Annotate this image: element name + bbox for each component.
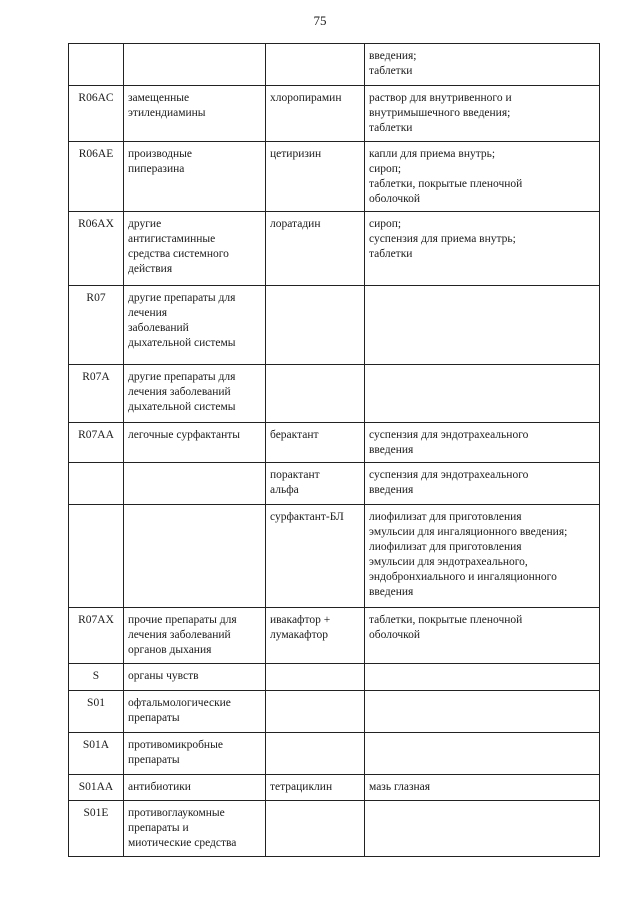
dosage-form: суспензия для эндотрахеального введения [365,463,600,505]
group-name: легочные сурфактанты [124,423,266,463]
drug-name [266,286,365,365]
drug-name [266,691,365,733]
drug-table [68,43,600,857]
table-row [69,463,600,505]
atc-code: S [69,664,124,691]
group-name: антибиотики [124,775,266,801]
group-name: другие препараты для лечения заболеваний дыхательной системы [124,286,266,365]
table-row [69,775,600,801]
drug-name [266,365,365,423]
drug-name: цетиризин [266,142,365,212]
drug-name [266,733,365,775]
group-name: противомикробные препараты [124,733,266,775]
dosage-form: сироп; суспензия для приема внутрь; таблетки [365,212,600,286]
dosage-form [365,664,600,691]
table-row [69,365,600,423]
table-row [69,44,600,86]
group-name: органы чувств [124,664,266,691]
table-row [69,733,600,775]
atc-code: R07AA [69,423,124,463]
dosage-form: раствор для внутривенного и внутримышечного введения; таблетки [365,86,600,142]
table-row [69,86,600,142]
drug-name: сурфактант-БЛ [266,505,365,608]
table-row [69,664,600,691]
dosage-form: капли для приема внутрь; сироп; таблетки, покрытые пленочной оболочкой [365,142,600,212]
dosage-form: введения; таблетки [365,44,600,86]
group-name: офтальмологические препараты [124,691,266,733]
table-row [69,691,600,733]
drug-name: порактант альфа [266,463,365,505]
group-name [124,505,266,608]
table-row [69,212,600,286]
group-name: другие препараты для лечения заболеваний дыхательной системы [124,365,266,423]
table-row [69,423,600,463]
group-name: замещенные этилендиамины [124,86,266,142]
dosage-form: таблетки, покрытые пленочной оболочкой [365,608,600,664]
atc-code: R07 [69,286,124,365]
drug-name [266,801,365,857]
drug-name: лоратадин [266,212,365,286]
drug-name: берактант [266,423,365,463]
atc-code: R07AX [69,608,124,664]
atc-code: S01AA [69,775,124,801]
atc-code: S01E [69,801,124,857]
table-row [69,608,600,664]
atc-code: S01A [69,733,124,775]
drug-name [266,44,365,86]
group-name: другие антигистаминные средства системного действия [124,212,266,286]
group-name: противоглаукомные препараты и миотические средства [124,801,266,857]
page-number: 75 [313,13,327,28]
drug-name: ивакафтор + лумакафтор [266,608,365,664]
drug-name [266,664,365,691]
dosage-form [365,801,600,857]
table-row [69,505,600,608]
dosage-form: мазь глазная [365,775,600,801]
atc-code [69,463,124,505]
dosage-form [365,691,600,733]
dosage-form [365,365,600,423]
atc-code [69,44,124,86]
dosage-form [365,733,600,775]
dosage-form: лиофилизат для приготовления эмульсии для ингаляционного введения; лиофилизат для приготовления эмульсии для эндотрахеального, эндобронхиального и ингаляционного введения [365,505,600,608]
table-row [69,142,600,212]
atc-code: R06AC [69,86,124,142]
drug-name: хлоропирамин [266,86,365,142]
table-row [69,286,600,365]
atc-code: R06AX [69,212,124,286]
dosage-form: суспензия для эндотрахеального введения [365,423,600,463]
atc-code: S01 [69,691,124,733]
atc-code: R06AE [69,142,124,212]
dosage-form [365,286,600,365]
drug-name: тетрациклин [266,775,365,801]
atc-code: R07A [69,365,124,423]
group-name: прочие препараты для лечения заболеваний органов дыхания [124,608,266,664]
atc-code [69,505,124,608]
group-name [124,463,266,505]
group-name [124,44,266,86]
group-name: производные пиперазина [124,142,266,212]
table-row [69,801,600,857]
